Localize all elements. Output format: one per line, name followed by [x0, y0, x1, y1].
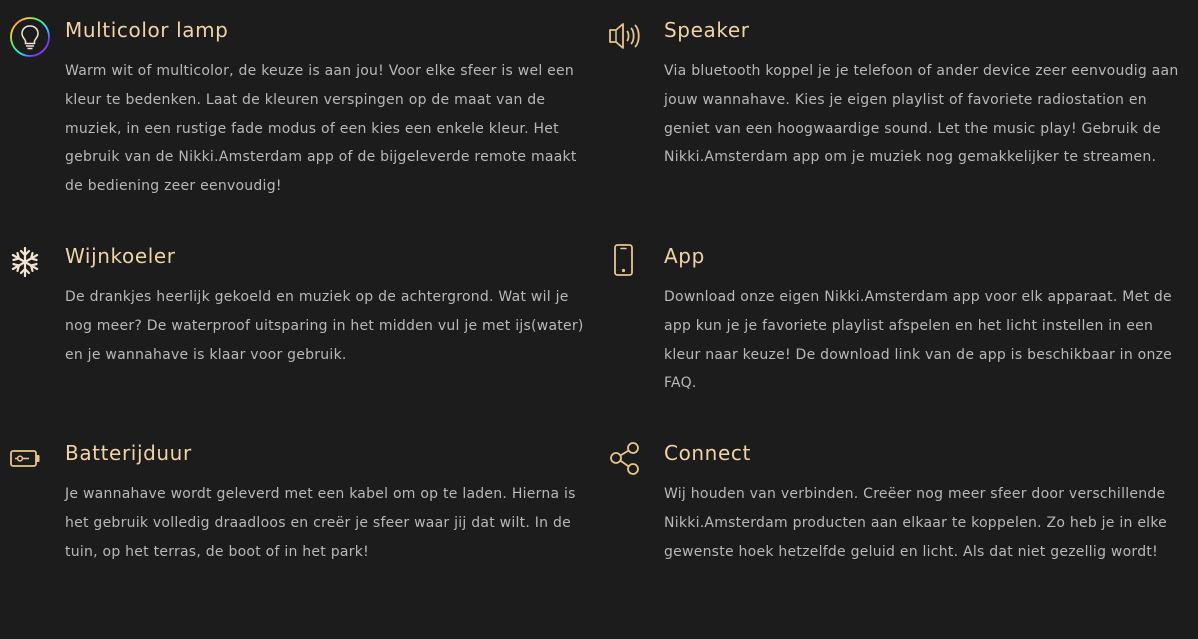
feature-description: De drankjes heerlijk gekoeld en muziek op de achtergrond. Wat wil je nog meer? De waterproof uitsparing in het midden vul je met ijs(water) en je wannahave is klaar voor gebruik. [65, 289, 584, 363]
feature-title: Speaker [664, 18, 750, 42]
snowflake-icon [9, 242, 57, 286]
feature-description: Download onze eigen Nikki.Amsterdam app voor elk apparaat. Met de app kun je je favoriete playlist afspelen en het licht instellen in een kleur naar keuze! De download link van de app is beschikbaar in onze FAQ. [664, 289, 1173, 392]
feature-description: Warm wit of multicolor, de keuze is aan jou! Voor elke sfeer is wel een kleur te bedenken. Laat de kleuren verspingen op de maat van de muziek, in een rustige fade modus of een kies een enkele kleur. Het gebruik van de Nikki.Amsterdam app of de bijgeleverde remote maakt de bediening zeer eenvoudig! [65, 63, 577, 195]
feature-title: App [664, 244, 705, 268]
lightbulb-icon [9, 16, 57, 60]
feature-description: Wij houden van verbinden. Creëer nog meer sfeer door verschillende Nikki.Amsterdam producten aan elkaar te koppelen. Zo heb je in elke gewenste hoek hetzelfde geluid en licht. Als dat niet gezellig wordt! [664, 486, 1168, 560]
speaker-icon [608, 16, 656, 60]
feature-title: Multicolor lamp [65, 18, 229, 42]
feature-description: Je wannahave wordt geleverd met een kabel om op te laden. Hierna is het gebruik volledig draadloos en creër je sfeer waar jij dat wilt. In de tuin, op het terras, de boot of in het park! [65, 486, 576, 560]
battery-icon [9, 439, 57, 483]
share-icon [608, 439, 656, 483]
feature-description: Via bluetooth koppel je je telefoon of ander device zeer eenvoudig aan jouw wannahave. Kies je eigen playlist of favoriete radiostation en geniet van een hoogwaardige sound. Let the music play! Gebruik de Nikki.Amsterdam app om je muziek nog gemakkelijker te streamen. [664, 63, 1179, 166]
feature-title: Wijnkoeler [65, 244, 176, 268]
feature-title: Batterijduur [65, 441, 192, 465]
smartphone-icon [608, 242, 656, 286]
feature-title: Connect [664, 441, 751, 465]
